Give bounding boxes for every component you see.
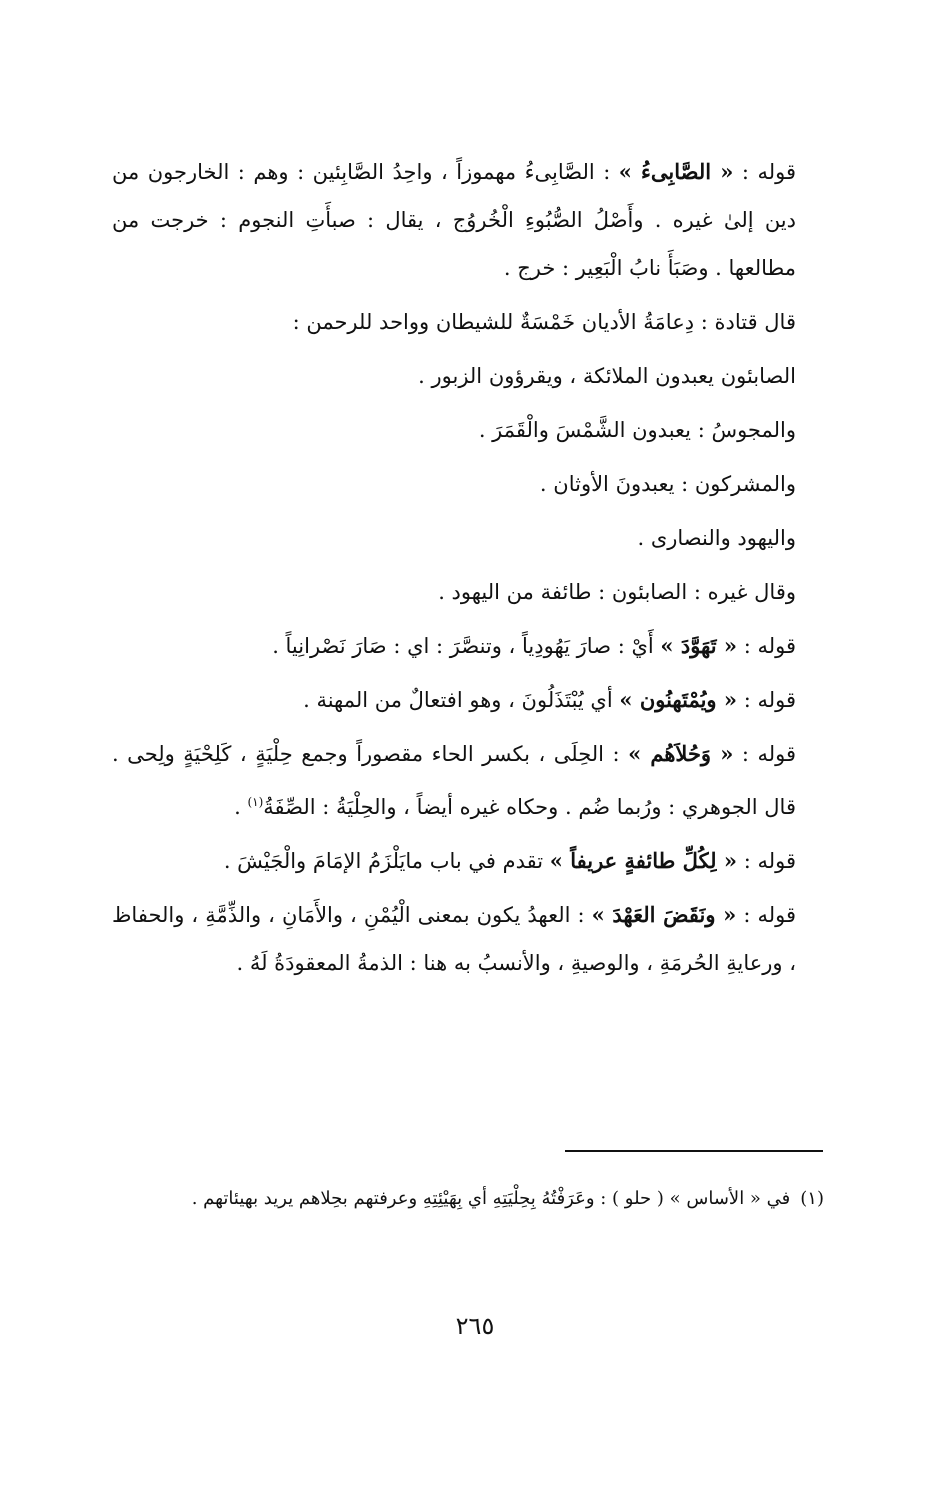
- paragraph-text: : الصَّابِىءُ مهموزاً ، واحِدُ الصَّابِئين : وهم : الخارجون من دين إلىٰ غيره . وأَصْلُ الصُّبُوءِ الْخُروُج ، يقال : صبأَتِ النجوم : خرجت من مطالعها . وصَبَأَ نابُ الْبَعِير : خرج .: [112, 160, 796, 280]
- paragraph-sabi: [112, 148, 824, 292]
- headword: « تَهَوَّدَ »: [660, 633, 738, 658]
- entry-text: : العهدُ يكون بمعنى الْيُمْنِ ، والأَمَانِ ، والذِّمَّةِ ، والحفاظ ، ورعايةِ الحُرمَةِ ، والوصيةِ ، والأنسبُ به هنا : الذمةُ المعقودَةُ لَهُ .: [112, 903, 796, 975]
- entry-tail: .: [234, 795, 248, 819]
- entry-prefix: قوله :: [733, 742, 796, 766]
- footnote: [112, 1180, 824, 1218]
- religion-item: الصابئون يعبدون الملائكة ، ويقرؤون الزبور .: [418, 364, 796, 388]
- entry-yumtahanun: [112, 676, 824, 724]
- entry-prefix: قوله :: [737, 849, 796, 873]
- entry-text: تقدم في باب مايَلْزَمُ الإمَامَ والْجَيْشَ .: [223, 849, 550, 873]
- headword: « لِكُلِّ طائفةٍ عريفاً »: [549, 848, 738, 873]
- entry-tahawwada: [112, 622, 824, 670]
- headword: « ونَقَضَ العَهْدَ »: [591, 902, 737, 927]
- page-body: [112, 148, 824, 993]
- entry-text: أَيْ : صارَ يَهُودِياً ، وتنصَّرَ : اي : صَارَ نَصْرانِياً .: [272, 634, 661, 658]
- religion-item: واليهود والنصارى .: [637, 526, 796, 550]
- entry-prefix: قوله :: [737, 688, 796, 712]
- entry-likulli-taifa: [112, 837, 824, 885]
- entry-prefix: قوله :: [736, 903, 796, 927]
- footnote-reference[interactable]: (١): [247, 795, 264, 809]
- footnote-number: (١): [800, 1188, 824, 1209]
- qatada-intro: قال قتادة : دِعامَةُ الأديان خَمْسَةٌ للشيطان وواحد للرحمن :: [292, 310, 796, 334]
- footnote-text: في « الأساس » ( حلو ) : وعَرَفْتُهُ بِحِلْيَتِهِ أي بِهَيْئِتِهِ وعرفتهم بحِلاهم يريد بهيئاتهم .: [191, 1188, 791, 1209]
- religion-item: والمشركون : يعبدونَ الأوثان .: [539, 472, 796, 496]
- paragraph-prefix: قوله :: [733, 160, 796, 184]
- other-opinion: وقال غيره : الصابئون : طائفة من اليهود .: [438, 580, 796, 604]
- entry-text: أي يُبْتَذَلُونَ ، وهو افتعالٌ من المهنة .: [303, 688, 620, 712]
- religion-item: والمجوسُ : يعبدون الشَّمْسَ والْقَمَرَ .: [478, 418, 796, 442]
- headword: « الصَّابِىءُ »: [618, 159, 734, 184]
- headword: « وَحُلاَهُم »: [628, 741, 734, 766]
- entry-text: : الحِلَى ، بكسر الحاء مقصوراً وجمع حِلْيَةٍ ، كَلِحْيَةٍ ولِحى . قال الجوهري : ورُبما ضُم . وحكاه غيره أيضاً ، والحِلْيَةُ : الصِّفَةُ: [112, 742, 796, 819]
- footnote-separator: [565, 1150, 823, 1152]
- headword: « ويُمْتَهنُون »: [619, 687, 738, 712]
- entry-prefix: قوله :: [737, 634, 796, 658]
- page-number: ٢٦٥: [455, 1312, 495, 1340]
- entry-hulahum: [112, 730, 824, 831]
- entry-naqada-al-ahd: [112, 891, 824, 987]
